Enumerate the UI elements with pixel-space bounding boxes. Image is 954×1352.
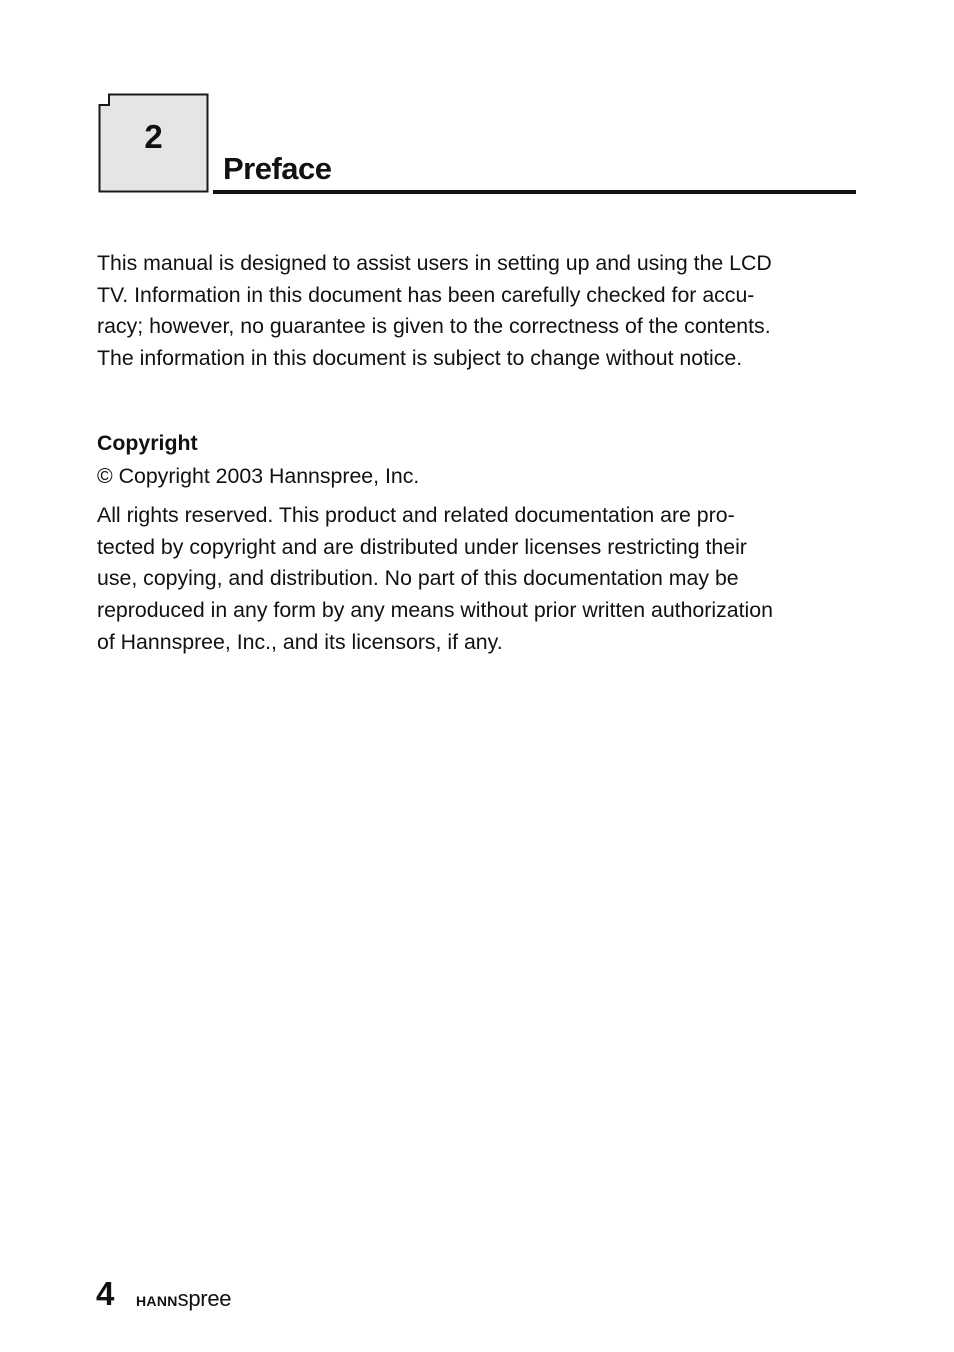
intro-line: TV. Information in this document has been carefully checked for accu-: [97, 282, 755, 307]
rights-line: tected by copyright and are distributed under licenses restricting their: [97, 534, 747, 559]
chapter-number-box: [98, 93, 209, 193]
intro-line: The information in this document is subject to change without notice.: [97, 346, 743, 371]
brand-logo-light: spree: [177, 1286, 232, 1311]
rights-paragraph: [97, 500, 857, 659]
copyright-notice-text: © Copyright 2003 Hannspree, Inc.: [97, 464, 420, 488]
intro-paragraph: [97, 248, 857, 375]
copyright-heading: Copyright: [97, 431, 198, 455]
chapter-number: 2: [144, 118, 163, 155]
rights-line: use, copying, and distribution. No part of this documentation may be: [97, 566, 739, 591]
intro-line: This manual is designed to assist users in setting up and using the LCD: [97, 251, 772, 275]
chapter-title: Preface: [223, 151, 332, 186]
copyright-notice: [97, 461, 857, 493]
rights-line: of Hannspree, Inc., and its licensors, if any.: [97, 629, 503, 654]
page-number: 4: [96, 1275, 115, 1312]
brand-logo: [136, 1285, 231, 1315]
rights-line: reproduced in any form by any means without prior written authorization: [97, 598, 773, 623]
intro-line: racy; however, no guarantee is given to the correctness of the contents.: [97, 314, 771, 339]
brand-logo-bold: HANN: [136, 1293, 178, 1309]
rights-line: All rights reserved. This product and related documentation are pro-: [97, 503, 735, 527]
title-underline: [213, 190, 856, 194]
